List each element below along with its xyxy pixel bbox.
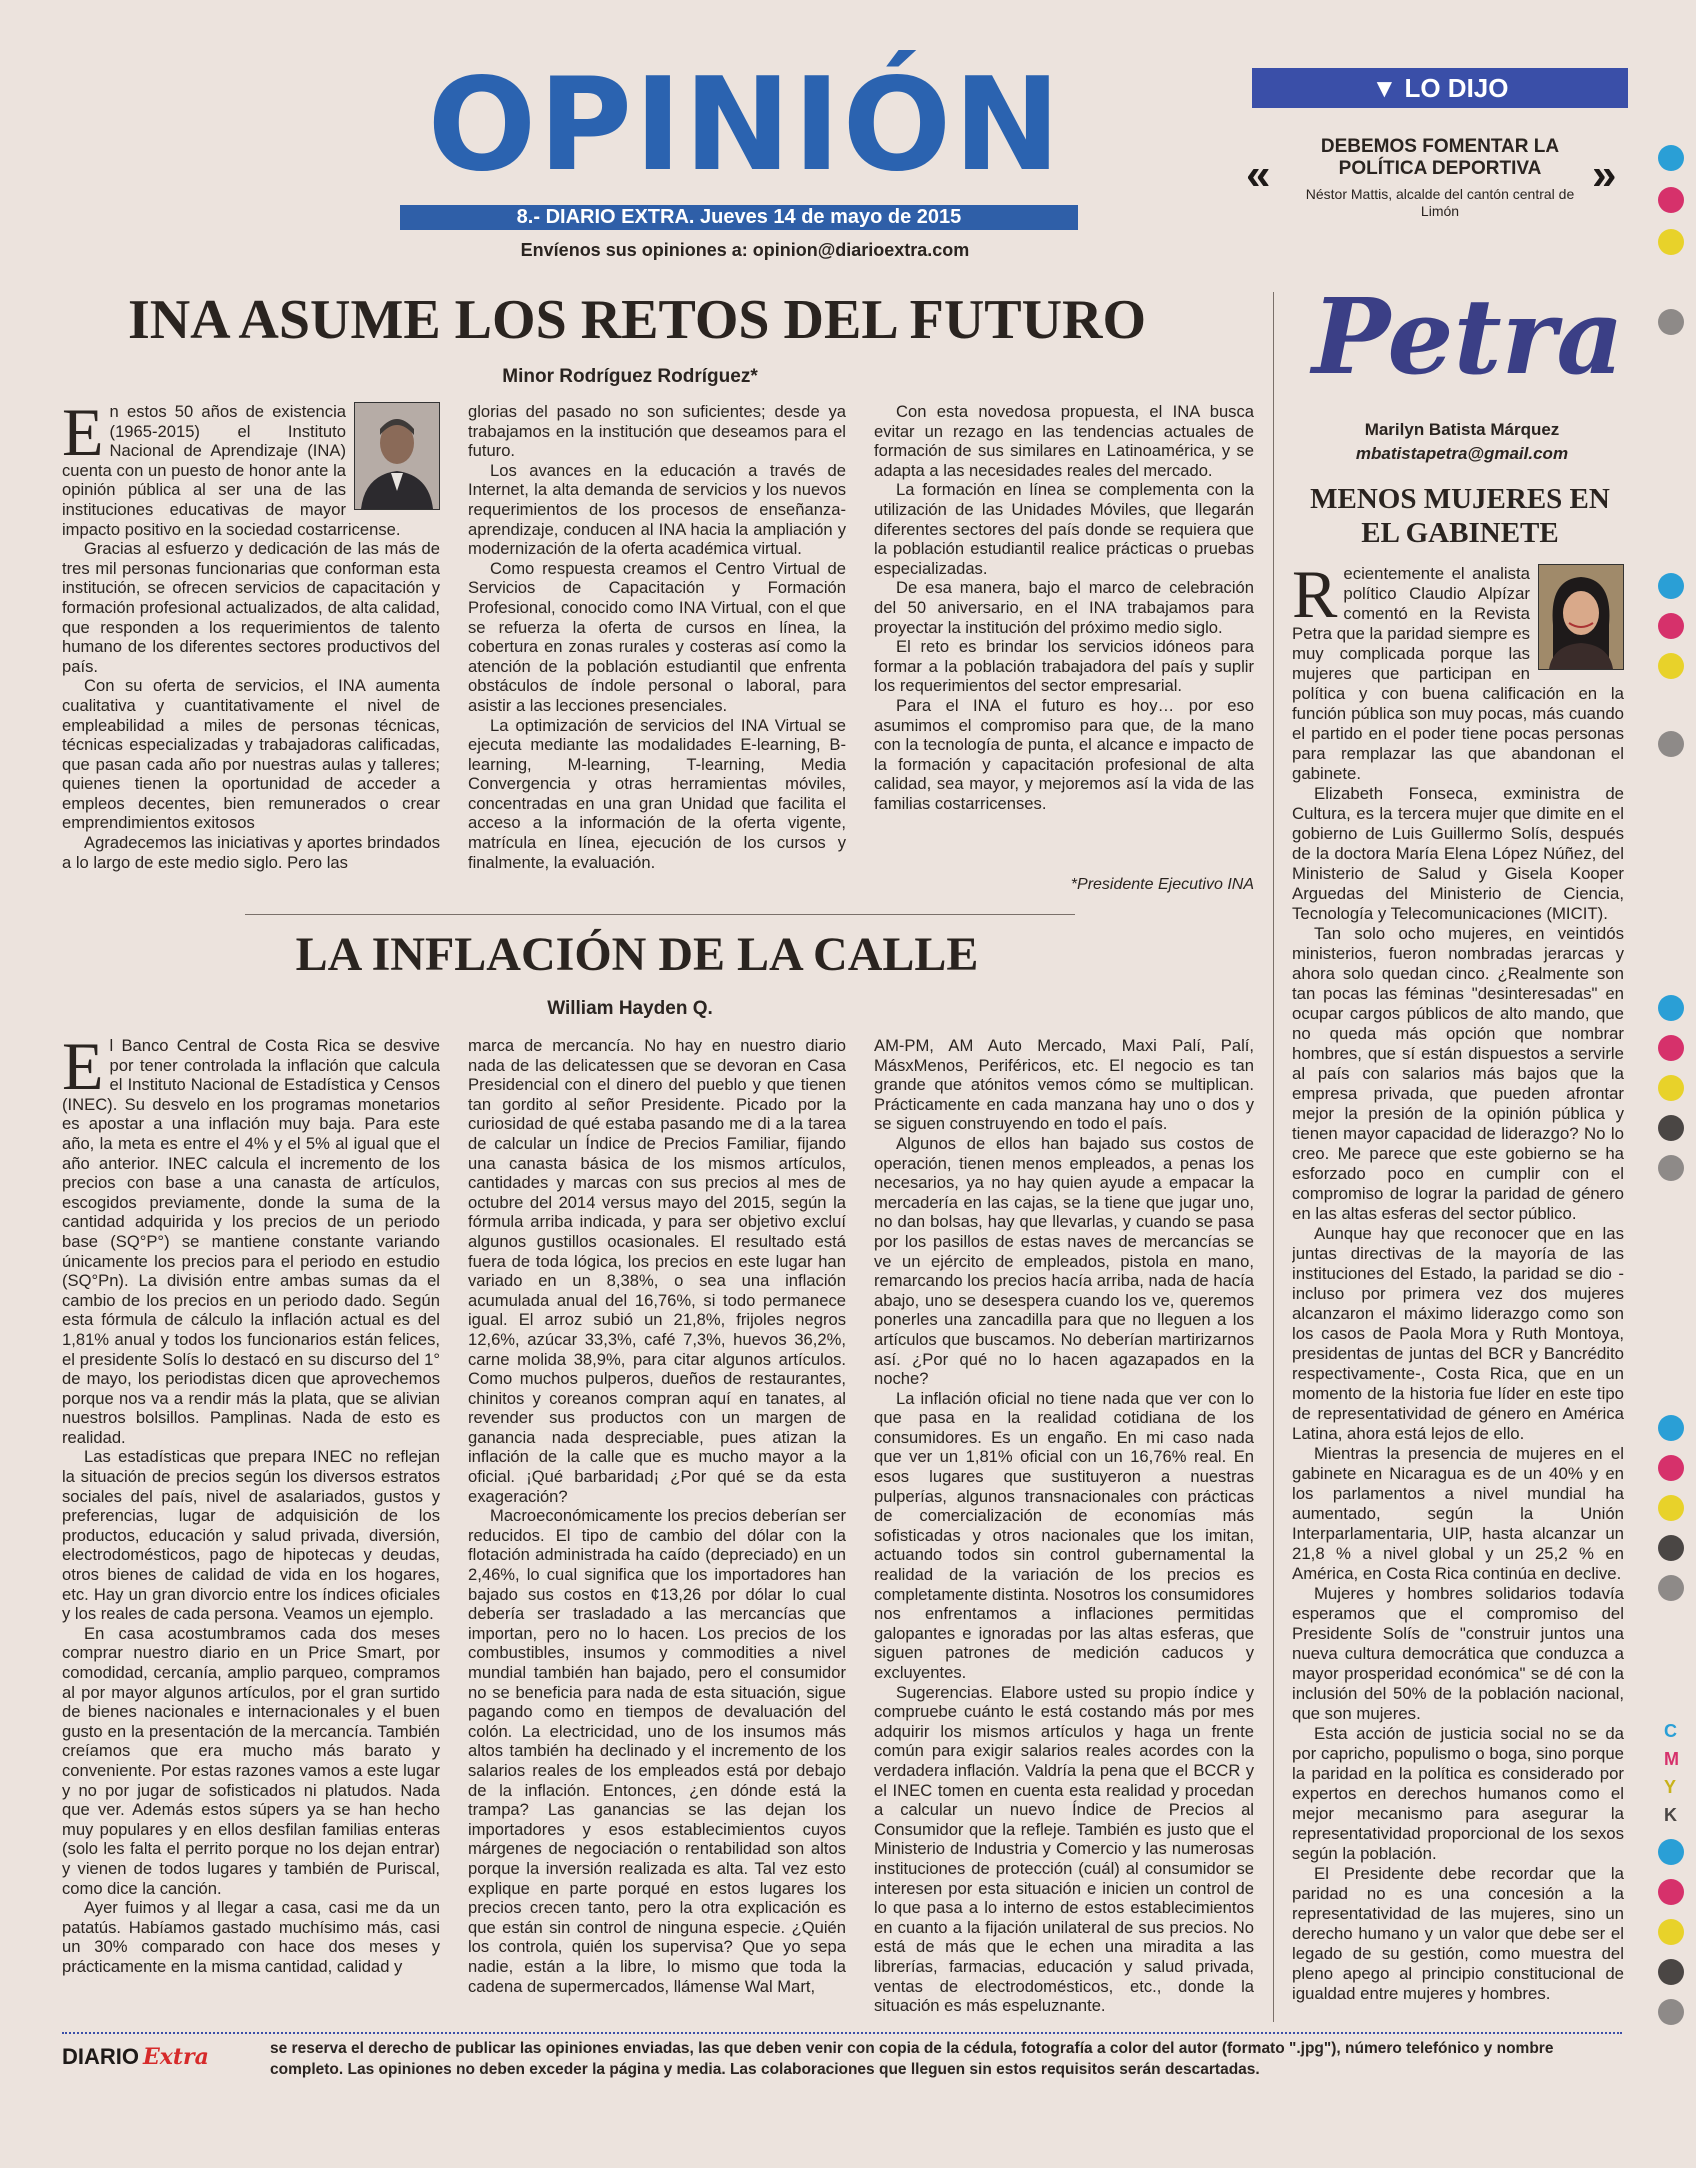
section-title: OPINIÓN (427, 51, 1063, 200)
dropcap: R (1292, 564, 1338, 632)
yellow-dot (1658, 1495, 1684, 1521)
columnist-photo (1538, 564, 1624, 670)
petra-logo: Petra (1312, 275, 1624, 398)
magenta-dot (1658, 613, 1684, 639)
lo-dijo-attribution: Néstor Mattis, alcalde del cantón central de Limón (1305, 186, 1575, 219)
lo-dijo-label: ▼ LO DIJO (1252, 68, 1628, 108)
column-divider (1273, 292, 1274, 2022)
magenta-dot (1658, 187, 1684, 213)
diario-extra-logo: DIARIO Extra (62, 2044, 209, 2070)
petra-article-title: MENOS MUJERES EN EL GABINETE (1310, 483, 1610, 549)
petra-author: Marilyn Batista Márquez (1364, 420, 1560, 439)
article-1-author: Minor Rodríguez Rodríguez* (502, 366, 758, 387)
gray-dot (1658, 1999, 1684, 2025)
black-dot (1658, 1959, 1684, 1985)
yellow-dot (1658, 1075, 1684, 1101)
petra-article-body: Recientemente el analista político Claudio Alpízar comentó en la Revista Petra que la paridad siempre es muy complicada porque las mujeres que participan en política y con buena calificación en la función pública son muy pocas, más cuando el partido en el poder tiene pocas personas para remplazar las que abandonan el gabinete. Elizabeth Fonseca, exministra de Cultura, es la tercera mujer que dimite en el gobierno de Luis Guillermo Solís, después de la doctora María Elena López Núñez, del Ministerio de Salud y Gisela Kooper Arguedas del Ministerio de Ciencia, Tecnología y Telecomunicaciones (MICIT). Tan solo ocho mujeres, en veintidós ministerios, fueron nombradas jerarcas y ahora solo quedan cinco. ¿Realmente son tan pocas las féminas "desinteresadas" en ocupar cargos públicos de alto mando, que no queda más opción que nombrar hombres, que sí están dispuestos a servirle al país con salarios más bajos que la empresa privada, que pueden afrontar mejor la presión de la opinión pública y tienen mayor capacidad de liderazgo? No lo creo. Me parece que este gobierno se ha esforzado poco en cumplir con el compromiso de lograr la paridad de género en las altas esferas del sector público. Aunque hay que reconocer que en las juntas directivas de la mayoría de las instituciones del Estado, la paridad se dio -incluso por primera vez dos mujeres alcanzaron el máximo liderazgo como son los casos de Paola Mora y Ruth Montoya, presidentas de juntas del BCR y Bancrédito respectivamente-, Costa Rica, que en un momento de la historia fue líder en este tipo de representatividad de género en América Latina, ahora está lejos de ello. Mientras la presencia de mujeres en el gabinete en Nicaragua es de un 40% y en los parlamentos a nivel mundial ha aumentado, según la Unión Interparlamentaria, UIP, hasta alcanzar un 21,8 % a nivel global y un 25,2 % en América, en Costa Rica continúa en declive. Mujeres y hombres solidarios todavía esperamos que el compromiso del Presidente Solís de "construir juntos una nueva cultura democrática que conduzca a mayor prosperidad económica" se dé con la inclusión del 50% de la población nacional, que son mujeres. Esta acción de justicia social no se da por capricho, populismo o boga, sino porque la paridad en la política es considerado por expertos en derechos humanos como el mejor mecanismo para asegurar la representatividad proporcional de los sexos según la población. El Presidente debe recordar que la paridad no es una concesión a la representatividad de las mujeres, sino un derecho humano y un valor que debe ser el legado de su gestión, como muestra del pleno apego al principio constitucional de igualdad entre mujeres y hombres. (1292, 564, 1624, 2003)
article-2-author: William Hayden Q. (547, 998, 713, 1019)
article-1-title: INA ASUME LOS RETOS DEL FUTURO (127, 289, 1147, 351)
article-2-column-2: marca de mercancía. No hay en nuestro diario nada de las delicatessen que se devoran en Casa Presidencial con el dinero del pueblo y que tienen tan gordito al señor Presidente. Picado por la curiosidad de qué estaba pasando me di a la tarea de calcular un Índice de Precios Familiar, fijando una canasta básica de los mismos artículos, cantidades y marcas con sus precios al mes de octubre del 2014 versus mayo del 2015, según la fórmula arriba indicada, y para ser objetivo excluí algunos gustillos ocasionales. El resultado está fuera de toda lógica, los precios en este lugar han variado en un 8,38%, o sea una inflación acumulada anual del 16,76%, si todo permanece igual. El arroz subió un 21,8%, frijoles negros 12,6%, azúcar 33,3%, café 7,3%, huevos 36,2%, carne molida 38,9%, para citar algunos artículos. Como muchos pulperos, dueños de restaurantes, chinitos y coreanos compran aquí en tanates, al revender sus productos con un margen de ganancia nada despreciable, pues atizan la inflación de la calle que es mucho mayor a la oficial. ¡Qué barbaridad¡ ¿Por qué se da esta exageración? Macroeconómicamente los precios deberían ser reducidos. El tipo de cambio del dólar con la flotación administrada ha caído (depreciado) en un 2,46%, lo cual significa que los importadores han bajado sus costos en ¢13,26 por dólar lo cual debería ser trasladado a las mercancías que importan, pero no lo hacen. Los precios de los combustibles, insumos y commodities a nivel mundial también han bajado, pero el consumidor no se beneficia para nada de esta situación, sigue pagando como en tiempos de devaluación del colón. La electricidad, uno de los insumos más altos también ha declinado y el incremento de los salarios reales de los empleados está por debajo de la inflación. Entonces, ¿en dónde está la trampa? Las ganancias se las dejan los importadores y esos establecimientos cuyos márgenes de negociación o rentabilidad son altos porque la inversión realizada es alta. Tal vez esto explique en parte porqué en estos lugares los precios crecen tanto, pero la otra explicación es que están sin control de ninguna especie. ¿Quién los controla, quién los supervisa? Que yo sepa nadie, están a la libre, lo mismo que toda la cadena de supermercados, llámense Wal Mart, (468, 1036, 846, 1996)
black-dot (1658, 1535, 1684, 1561)
article-2-column-3: AM-PM, AM Auto Mercado, Maxi Palí, Palí, MásxMenos, Periféricos, etc. El negocio es tan grande que atónitos vemos cómo se multiplican. Prácticamente en cada manzana hay uno o dos y se siguen construyendo en todo el país. Algunos de ellos han bajado sus costos de operación, tienen menos empleados, a penas los necesarios, ya no hay quien ayude a empacar la mercadería en las cajas, se la tiene que jugar uno, no dan bolsas, hay que llevarlas, y cuando se pasa por los pasillos de estas naves de mercancías se ve un ejército de empleados, pistola en mano, remarcando los precios hacía arriba, nada de hacía abajo, uno se desespera cuando los ve, queremos ponerles una zancadilla para que no lleguen a los artículos que buscamos. No deberían martirizarnos así. ¿Por qué no lo hacen agazapados en la noche? La inflación oficial no tiene nada que ver con lo que pasa en la realidad cotidiana de los consumidores. Es un engaño. En mi caso nada que ver un 1,81% oficial con un 16,76% real. En esos lugares que sustituyeron a nuestras pulperías, algunos transnacionales con prácticas de comercialización de economías más sofisticadas y otros nacionales que los imitan, actuando todos sin control gubernamental la realidad de la variación de los precios es completamente distinta. Nosotros los consumidores nos enfrentamos a inflaciones permitidas galopantes e ignoradas por las altas esferas, que siguen patrones de medición caducos y excluyentes. Sugerencias. Elabore usted su propio índice y compruebe cuánto le está costando más por mes adquirir los mismos artículos y haga un frente común para exigir salarios reales acordes con la verdadera inflación. Valdría la pena que el BCCR y el INEC tomen en cuenta esta realidad y procedan a calcular un nuevo Índice de Precios al Consumidor que la refleje. También es justo que el Ministerio de Industria y Comercio y las numerosas instituciones de protección (cuál) al consumidor se interesen por esta situación e inicien un control de lo que pasa a lo interno de estos establecimientos en cuanto a la fijación unilateral de sus precios. No está de más que le echen una miradita a las librerías, farmacias, educación y salud privada, ventas de electrodomésticos, etc., donde la situación es más espeluznante. (874, 1036, 1254, 2016)
contact-line: Envíenos sus opiniones a: opinion@diarioextra.com (520, 240, 970, 260)
footer-divider (62, 2032, 1622, 2035)
cyan-dot (1658, 1839, 1684, 1865)
divider (245, 914, 1075, 915)
cyan-dot (1658, 1415, 1684, 1441)
date-line: 8.- DIARIO EXTRA. Jueves 14 de mayo de 2015 (400, 205, 1078, 230)
cmyk-letter: M (1664, 1749, 1679, 1769)
yellow-dot (1658, 653, 1684, 679)
gray-dot (1658, 1155, 1684, 1181)
article-1-column-1: En estos 50 años de existencia (1965-2015) el Instituto Nacional de Aprendizaje (INA) cuenta con un puesto de honor ante la opinión pública al ser una de las instituciones educativas de mayor impacto positivo en la sociedad costarricense. Gracias al esfuerzo y dedicación de las más de tres mil personas funcionarias que conforman esta institución, se ofrecen servicios de capacitación y formación profesional actualizados, de alta calidad, que responden a los requerimientos de talento humano de los diferentes sectores productivos del país. Con su oferta de servicios, el INA aumenta cualitativa y cuantitativamente el nivel de empleabilidad a miles de personas técnicas, técnicas especializadas y trabajadoras calificadas, que pasan cada año por nuestras aulas y talleres; quienes tienen la oportunidad de acceder a empleos decentes, bien remunerados o crear emprendimientos exitosos Agradecemos las iniciativas y aportes brindados a lo largo de este medio siglo. Pero las (62, 402, 440, 872)
magenta-dot (1658, 1455, 1684, 1481)
article-2-title: LA INFLACIÓN DE LA CALLE (295, 928, 979, 981)
article-2-column-1: El Banco Central de Costa Rica se desvive por tener controlada la inflación que calcula el Instituto Nacional de Estadística y Censos (INEC). Su desvelo en los programas monetarios es apostar a una inflación muy baja. Para este año, la meta es entre el 4% y el 5% al igual que el año anterior. INEC calcula el incremento de los precios con base a una canasta de artículos, escogidos previamente, donde la suma de la cantidad adquirida y los precios de un periodo base (SQ°P°) se mantiene constante variando únicamente los precios para el periodo en estudio (SQ°Pn). La división entre ambas sumas da el cambio de los precios en un periodo dado. Según esta fórmula de cálculo la inflación actual es del 1,81% anual y todos los funcionarios están felices, el presidente Solís lo destacó en su discurso del 1° de mayo, los periodistas dicen que aprovechemos porque nos va a rendir más la plata, que se alivian nuestros bolsillos. Pamplinas. Nada de esto es realidad. Las estadísticas que prepara INEC no reflejan la situación de precios según los diversos estratos sociales del país, nivel de asalariados, gustos y preferencias, lugar de adquisición de los productos, educación y salud privada, diversión, electrodomésticos, pago de hipotecas y deudas, otros bienes de calidad de vida en los hogares, etc. Hay un gran divorcio entre los índices oficiales y los reales de cada persona. Veamos un ejemplo. En casa acostumbramos cada dos meses comprar nuestro diario en un Price Smart, por comodidad, cercanía, amplio parqueo, compramos al por mayor algunos artículos, por el gran surtido de bienes nacionales e internacionales y el buen gusto en la presentación de la mercancía. También creíamos que era mucho más barato y conveniente. Por estas razones vamos a este lugar y no por jugar de sofisticados ni platudos. Nada que ver. Además estos súpers ya se han hecho muy populares y en ellos desfilan familias enteras (solo les falta el perrito porque no los dejan entrar) y vienen de todos lugares y también de Puriscal, como dice la canción. Ayer fuimos y al llegar a casa, casi me da un patatús. Habíamos gastado muchísimo más, casi un 30% comparado con hace dos meses y prácticamente en la misma cantidad, calidad y (62, 1036, 440, 1976)
cmyk-letter: K (1664, 1805, 1677, 1825)
article-1-column-2: glorias del pasado no son suficientes; desde ya trabajamos en la institución que deseamos para el futuro. Los avances en la educación a través de Internet, la alta demanda de servicios y los nuevos requerimientos de los procesos de enseñanza-aprendizaje, conducen al INA hacia la ampliación y modernización de la oferta académica virtual. Como respuesta creamos el Centro Virtual de Servicios de Capacitación y Formación Profesional, conocido como INA Virtual, con el que se refuerza la oferta de cursos en línea, la cobertura en zonas rurales y costeras así como la atención de la población estudiantil que enfrenta obstáculos de índole personal o laboral, para asistir a las lecciones presenciales. La optimización de servicios del INA Virtual se ejecuta mediante las modalidades E-learning, B-learning, M-learning, T-learning, Media Convergencia y otras herramientas móviles, concentradas en una gran Unidad que facilita el acceso a la información de la oferta vigente, matrícula en línea, ejecución de los cursos y finalmente, la evaluación. (468, 402, 846, 872)
close-quote-icon: » (1592, 150, 1617, 199)
black-dot (1658, 1115, 1684, 1141)
magenta-dot (1658, 1035, 1684, 1061)
open-quote-icon: « (1246, 150, 1271, 199)
gray-dot (1658, 1575, 1684, 1601)
gray-dot (1658, 731, 1684, 757)
cmyk-letter: Y (1664, 1777, 1677, 1797)
author-photo (354, 402, 440, 510)
cyan-dot (1658, 145, 1684, 171)
dropcap: E (62, 1036, 104, 1104)
gray-dot (1658, 309, 1684, 335)
petra-email: mbatistapetra@gmail.com (1355, 444, 1569, 463)
lo-dijo-quote: DEBEMOS FOMENTAR LA POLÍTICA DEPORTIVA (1320, 136, 1560, 179)
yellow-dot (1658, 229, 1684, 255)
cyan-dot (1658, 995, 1684, 1021)
footer-notice: se reserva el derecho de publicar las opiniones enviadas, las que deben venir con copia de la cédula, fotografía a color del autor (formato ".jpg"), número telefónico y nombre completo. Las opiniones no deben exceder la página y media. Las colaboraciones que lleguen sin estos requisitos serán descartadas. (270, 2040, 1554, 2078)
registration-marks (1658, 145, 1684, 2045)
dropcap: E (62, 402, 104, 470)
magenta-dot (1658, 1879, 1684, 1905)
cyan-dot (1658, 573, 1684, 599)
cmyk-letter: C (1664, 1721, 1677, 1741)
article-1-column-3: Con esta novedosa propuesta, el INA busca evitar un rezago en las tendencias actuales de formación de sus similares en Latinoamérica, y se adapta a las necesidades reales del mercado. La formación en línea se complementa con la utilización de las Unidades Móviles, que llegarán diferentes sectores del país donde se requiera que la población estudiantil realice prácticas o pruebas especializadas. De esa manera, bajo el marco de celebración del 50 aniversario, en el INA trabajamos para proyectar la institución del próximo medio siglo. El reto es brindar los servicios idóneos para formar a la población trabajadora del país y suplir los requerimientos del sector empresarial. Para el INA el futuro es hoy… por eso asumimos el compromiso para que, de la mano con la tecnología de punta, el alcance e impacto de la formación y capacitación profesional de alta calidad, sea mayor, y mejoremos así la vida de las familias costarricenses. (874, 402, 1254, 813)
article-1-footnote: *Presidente Ejecutivo INA (1070, 876, 1254, 893)
yellow-dot (1658, 1919, 1684, 1945)
